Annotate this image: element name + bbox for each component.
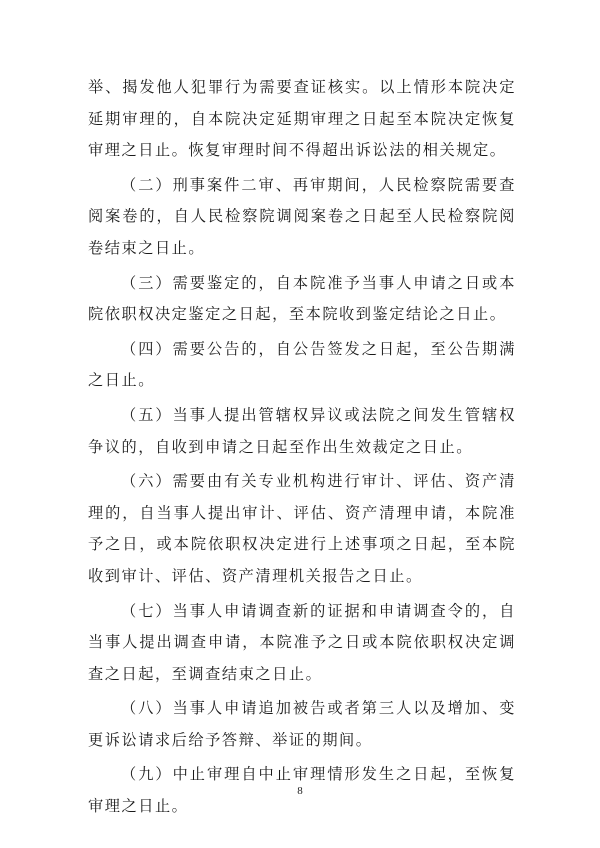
paragraph-continuation: 举、揭发他人犯罪行为需要查证核实。以上情形本院决定延期审理的，自本院决定延期审理之日起至本院决定恢复审理之日止。恢复审理时间不得超出诉讼法的相关规定。: [88, 78, 516, 160]
paragraph-item-6: （六）需要由有关专业机构进行审计、评估、资产清理的，自当事人提出审计、评估、资产清理申请，本院准予之日，或本院依职权决定进行上述事项之日起，至本院收到审计、评估、资产清理机关报告之日止。: [88, 472, 516, 585]
paragraph-item-3: （三）需要鉴定的，自本院准予当事人申请之日或本院依职权决定鉴定之日起，至本院收到鉴定结论之日止。: [88, 273, 516, 324]
page-number: 8: [297, 785, 303, 797]
paragraph-item-7: （七）当事人申请调查新的证据和申请调查令的，自当事人提出调查申请，本院准予之日或本院依职权决定调查之日起，至调查结束之日止。: [88, 601, 516, 683]
paragraph-item-5: （五）当事人提出管辖权异议或法院之间发生管辖权争议的，自收到申请之日起至作出生效裁定之日止。: [88, 405, 516, 456]
paragraph-item-9: （九）中止审理自中止审理情形发生之日起，至恢复审理之日止。: [88, 765, 516, 816]
paragraph-item-4: （四）需要公告的，自公告签发之日起，至公告期满之日止。: [88, 339, 516, 390]
body-text: [88, 72, 516, 826]
paragraph-item-2: （二）刑事案件二审、再审期间，人民检察院需要查阅案卷的，自人民检察院调阅案卷之日起至人民检察院阅卷结束之日止。: [88, 175, 516, 257]
paragraph-item-8: （八）当事人申请追加被告或者第三人以及增加、变更诉讼请求后给予答辩、举证的期间。: [88, 699, 516, 749]
